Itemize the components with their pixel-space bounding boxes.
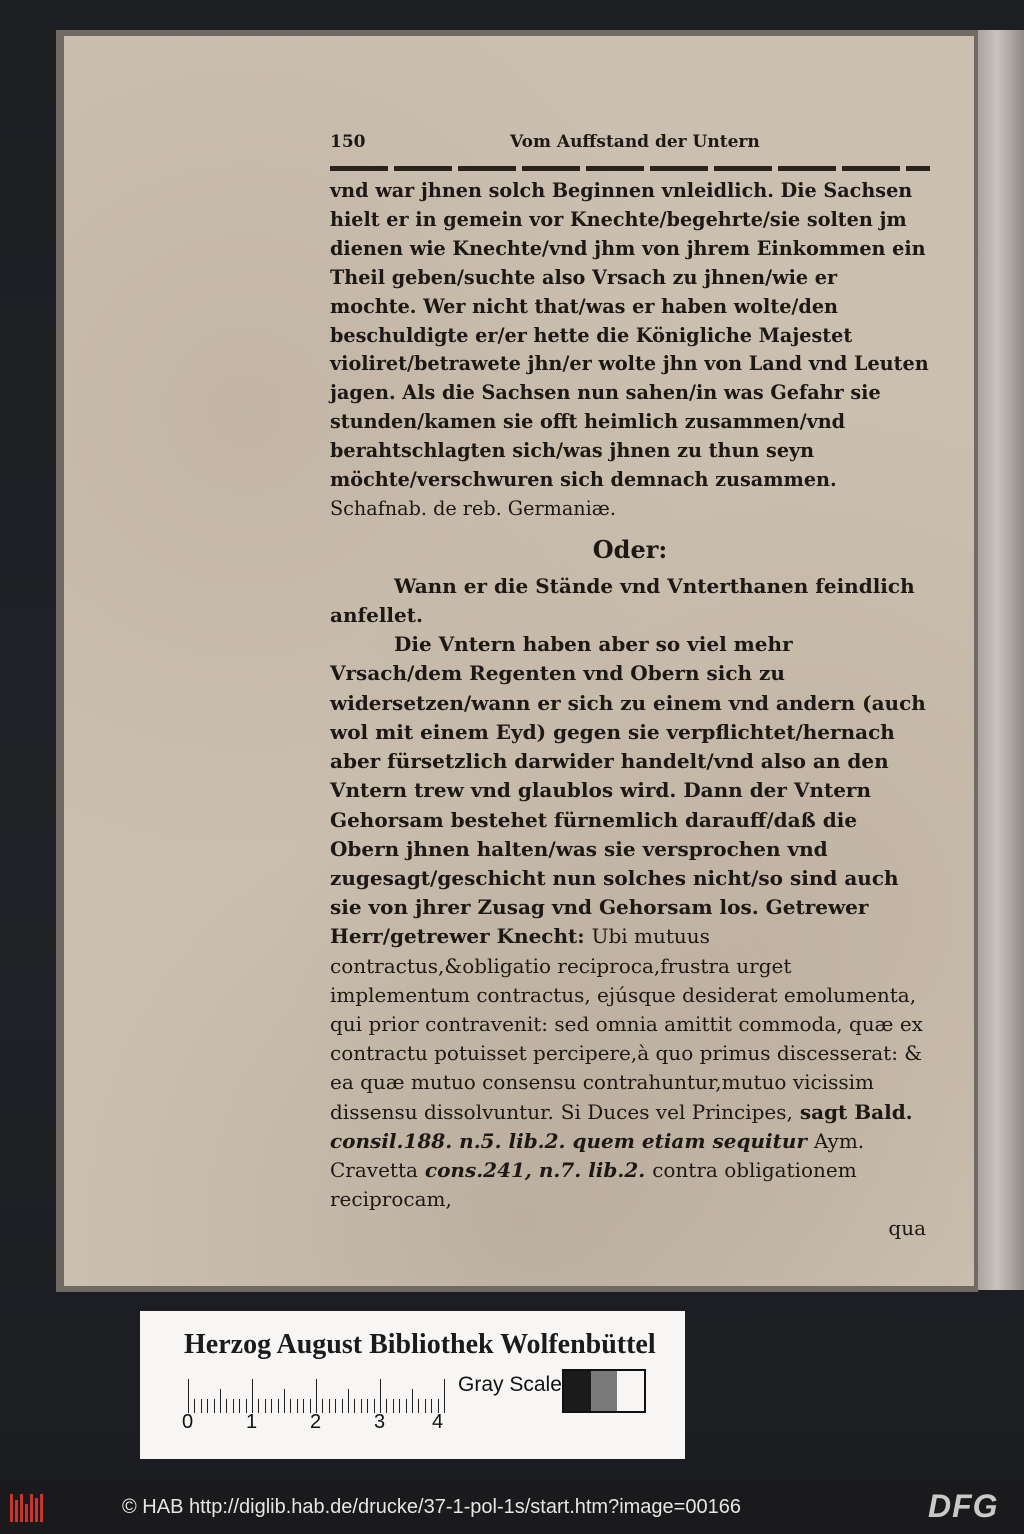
ruler-tick [354, 1399, 355, 1413]
gray-scale-swatches [562, 1369, 646, 1413]
ruler-tick [335, 1399, 336, 1413]
library-label-card [140, 1311, 685, 1459]
ruler-number-4: 4 [432, 1411, 444, 1433]
facing-page-edge [975, 30, 1024, 1290]
ruler-tick [194, 1399, 195, 1413]
ruler-tick [399, 1399, 400, 1413]
ruler-tick [361, 1399, 362, 1413]
paragraph-3-german: Die Vntern haben aber so viel mehr Vrsach/dem Regenten vnd Obern sich zu widersetzen/wann er sich zu einem vnd andern (auch wol mit einem Eyd) gegen sie verpflichtet/hernach aber fürsetzlich darwider handelt/vnd also an den Vntern trew vnd glaublos wird. Dann der Vntern Gehorsam bestehet fürnemlich darauff/daß die Obern jhnen halten/was sie versprochen vnd zugesagt/geschicht nun solches nicht/so sind auch sie von jhrer Zusag vnd Gehorsam los. Getrewer Herr/getrewer Knecht: [330, 632, 926, 949]
library-title: Herzog August Bibliothek Wolfenbüttel [184, 1329, 656, 1360]
ruler-tick [329, 1399, 330, 1413]
page-number: 150 [330, 132, 366, 152]
paragraph-2-text: Wann er die Stände vnd Vnterthanen feindlich anfellet. [330, 573, 915, 628]
ruler-tick [233, 1399, 234, 1413]
ruler-tick [425, 1399, 426, 1413]
paragraph-3-ref-3: cons.241, n.7. lib.2. [424, 1157, 646, 1182]
swatch-white [617, 1371, 644, 1411]
paragraph-3-latin-2: Si Duces vel Principes, [560, 1099, 793, 1124]
paragraph-3 [330, 630, 930, 1214]
ruler-tick [418, 1399, 419, 1413]
ruler-tick [271, 1399, 272, 1413]
paragraph-1 [330, 177, 930, 524]
paragraph-2 [330, 572, 930, 630]
ruler-tick [303, 1399, 304, 1413]
ruler-number-3: 3 [374, 1411, 386, 1433]
ruler-number-0: 0 [182, 1411, 194, 1433]
ruler-tick [406, 1399, 407, 1413]
page-header [330, 132, 930, 166]
paragraph-3-latin: Ubi mutuus contractus,&obligatio reciproca,frustra urget implementum contractus, ejúsque desiderat emolumenta, qui prior contravenit: sed omnia amittit commoda, quæ ex contractu potuisset percipere,à quo primus discesserat: & ea quæ mutuo consensu contrahuntur,mutuo vicissim dissensu dissolvuntur. [330, 924, 923, 1124]
running-head: Vom Auffstand der Untern [510, 132, 760, 152]
paragraph-3-ref-2: Aym. Cravetta [330, 1128, 865, 1182]
ruler-tick [239, 1399, 240, 1413]
paragraph-3-end: contra obligationem reciprocam, [330, 1157, 857, 1212]
ruler-tick [342, 1399, 343, 1413]
ruler-tick [444, 1379, 445, 1413]
section-heading: Oder: [592, 534, 668, 564]
ruler-tick [265, 1399, 266, 1413]
ruler-number-2: 2 [310, 1411, 322, 1433]
swatch-black [564, 1371, 591, 1411]
ruler-tick [316, 1379, 317, 1413]
ruler-number-1: 1 [246, 1411, 258, 1433]
scale-ruler [188, 1377, 444, 1413]
gray-scale-label: Gray Scale [458, 1373, 562, 1396]
footer-bar [0, 1480, 1024, 1534]
paragraph-1-citation: Schafnab. de reb. Germaniæ. [330, 496, 616, 520]
ruler-tick [258, 1399, 259, 1413]
ruler-tick [214, 1399, 215, 1413]
dfg-logo: DFG [928, 1488, 999, 1524]
ruler-tick [348, 1389, 349, 1413]
ruler-tick [367, 1399, 368, 1413]
ruler-tick [207, 1399, 208, 1413]
ruler-tick [278, 1399, 279, 1413]
ruler-tick [226, 1399, 227, 1413]
ruler-tick [188, 1379, 189, 1413]
swatch-gray [591, 1371, 618, 1411]
ruler-tick [220, 1389, 221, 1413]
ruler-tick [412, 1389, 413, 1413]
ruler-tick [297, 1399, 298, 1413]
ruler-tick [290, 1399, 291, 1413]
ruler-tick [284, 1389, 285, 1413]
ruler-tick [386, 1399, 387, 1413]
ruler-tick [322, 1399, 323, 1413]
hab-logo-icon [10, 1494, 48, 1522]
header-rule [330, 166, 930, 171]
book-page [64, 36, 974, 1286]
text-block [330, 132, 930, 1242]
ruler-tick [252, 1379, 253, 1413]
catchword: qua [888, 1216, 926, 1241]
paragraph-3-german-2: sagt Bald. [799, 1099, 913, 1124]
paragraph-3-ref-1: consil.188. n.5. lib.2. quem etiam sequitur [330, 1128, 807, 1153]
paragraph-1-text: vnd war jhnen solch Beginnen vnleidlich. Die Sachsen hielt er in gemein vor Knechte/begehrte/sie solten jm dienen wie Knechte/vnd jhm von jhrem Einkommen ein Theil geben/suchte also Vrsach zu jhnen/wie er mochte. Wer nicht that/was er haben wolte/den beschuldigte er/er hette die Königliche Majestet violiret/betrawete jhn/er wolte jhn von Land vnd Leuten jagen. Als die Sachsen nun sahen/in was Gefahr sie stunden/kamen sie offt heimlich zusammen/vnd berahtschlagten sich/was jhnen zu thun seyn möchte/verschwuren sich demnach zusammen. [330, 179, 929, 492]
ruler-tick [393, 1399, 394, 1413]
ruler-tick [380, 1379, 381, 1413]
ruler-tick [201, 1399, 202, 1413]
copyright-url[interactable]: © HAB http://diglib.hab.de/drucke/37-1-pol-1s/start.htm?image=00166 [122, 1496, 741, 1518]
